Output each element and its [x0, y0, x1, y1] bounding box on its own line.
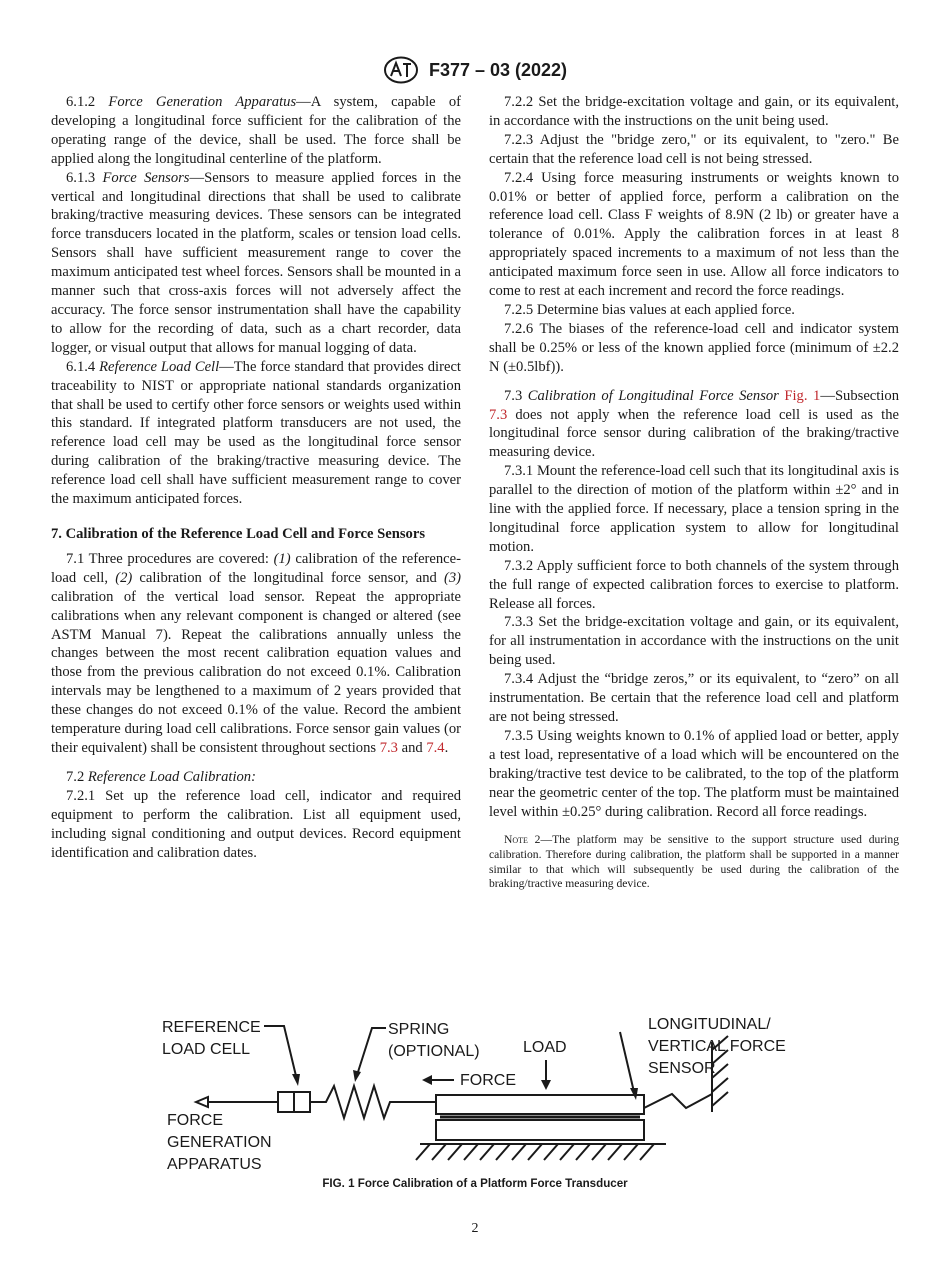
- platform-top: [436, 1095, 644, 1114]
- sensor-bracket: [644, 1094, 712, 1108]
- label-reference-load-cell: REFERENCE: [162, 1019, 261, 1036]
- ground-hatch-icon: [416, 1144, 666, 1160]
- section-title: Force Generation Apparatus: [108, 94, 297, 110]
- platform-base: [436, 1120, 644, 1140]
- section-link-7-3[interactable]: 7.3: [379, 740, 398, 756]
- paragraph-7-3: [489, 387, 899, 463]
- paragraph-6-1-4: [51, 358, 461, 509]
- section-link-7-4[interactable]: 7.4: [426, 740, 445, 756]
- label-sensor-3: SENSOR: [648, 1060, 716, 1077]
- label-fga-1: FORCE: [167, 1112, 223, 1129]
- paragraph-7-2-6: 7.2.6 The biases of the reference-load cell and indicator system shall be 0.25% or less of the known applied force (minimum of ±2.2 N (±0.5lbf)).: [489, 320, 899, 375]
- figure-link-fig-1[interactable]: Fig. 1: [784, 387, 821, 404]
- section-text: —Sensors to measure applied forces in the vertical and longitudinal directions that shall be used to calibrate braking/tractive measuring devices. These sensors can be integrated force transducers located in the platform, scales or tension load cells. Sensors shall have sufficient measurement range to cover the maximum anticipated test wheel forces. Sensors shall be mounted in a manner such that cross-axis forces will not adversely affect the accuracy. The force sensor instrumentation shall have the capability to allow for the recording of data, such as a chart recorder, data logger, or visual output that allows for manual logging of data.: [51, 169, 462, 356]
- section-number: 6.1.4: [66, 358, 100, 375]
- list-marker: (1): [273, 550, 291, 567]
- paragraph-7-2-4: 7.2.4 Using force measuring instruments or weights known to 0.01% or better of applied force, perform a calibration on the reference load cell. Class F weights of 8.9N (2 lb) or greater have a tolerance of 0.01%. Apply the calibration forces in at least 8 appropriately spaced increments to a maximum of not less than the anticipated maximum force seen in use. Allow all force indicators to come to rest at each increment and record the force readings.: [489, 169, 899, 300]
- text-run: calibration of the reference-load cell,: [51, 550, 461, 586]
- leader-sensor: [620, 1032, 634, 1092]
- force-arrow-icon: [196, 1097, 208, 1107]
- leader-reference: [264, 1026, 296, 1076]
- text-run: calibration of the vertical load sensor. Repeat the appropriate calibrations when any relevant component is changed or altered (see ASTM Manual 7). Repeat the calibrations annually unless the changes between the most recent calibration equation values and those from the previous calibration do not exceed 0.1%. Calibration intervals may be lengthened to a maximum of 2 years provided that these changes do not exceed 0.1% of the value. Record the ambient temperature during load cell calibrations. Force sensor gain values (or their equivalent) shall be consistent throughout sections: [51, 588, 461, 756]
- list-marker: (3): [443, 569, 461, 586]
- note-label: Note 2: [504, 833, 541, 847]
- paragraph-7-2-2: 7.2.2 Set the bridge-excitation voltage and gain, or its equivalent, in accordance with the instructions on the unit being used.: [489, 94, 899, 129]
- spring-icon: [310, 1086, 436, 1118]
- section-title: Reference Load Calibration:: [87, 768, 256, 785]
- text-run: .: [444, 740, 449, 756]
- note-2: [489, 833, 899, 891]
- label-fga-2: GENERATION: [167, 1134, 272, 1151]
- force-label-arrow-icon: [422, 1075, 432, 1085]
- section-number: 6.1.2: [66, 94, 109, 110]
- label-sensor-2: VERTICAL FORCE: [648, 1038, 786, 1055]
- text-run: 7.1 Three procedures are covered:: [66, 550, 274, 567]
- paragraph-7-2: [51, 768, 461, 787]
- label-force: FORCE: [460, 1072, 516, 1089]
- section-title: Force Sensors: [102, 169, 190, 186]
- paragraph-7-3-5: 7.3.5 Using weights known to 0.1% of applied load or better, apply a test load, representative of a load which will be encountered on the braking/tractive test device to be calibrated, to the top of the platform near the geometric center of the top. The platform must be maintained level within ±0.25° during calibration. Record all force readings.: [489, 727, 899, 820]
- label-spring: SPRING: [388, 1021, 450, 1038]
- label-load: LOAD: [523, 1039, 567, 1056]
- section-title: Calibration of Longitudinal Force Sensor: [527, 387, 785, 404]
- section-number: 7.3: [504, 387, 528, 404]
- load-arrow-icon: [541, 1080, 551, 1090]
- note-text: —The platform may be sensitive to the support structure used during calibration. Therefore during calibration, the platform shall be supported in a manner similar to that which will subsequently be used during the calibration of the braking/tractive measuring device.: [489, 833, 899, 891]
- paragraph-7-3-4: 7.3.4 Adjust the “bridge zeros,” or its equivalent, to “zero” on all instrumentation. Be certain that the reference load cell and platform are not being stressed.: [489, 671, 899, 725]
- section-number: 7.2: [66, 768, 88, 785]
- text-run: and: [397, 740, 427, 756]
- page-number: 2: [471, 1221, 479, 1236]
- paragraph-6-1-2: [51, 93, 461, 169]
- section-number: 6.1.3: [66, 169, 103, 186]
- section-link-7-3[interactable]: 7.3: [489, 406, 508, 423]
- text-run: —Subsection: [820, 387, 899, 404]
- text-run: does not apply when the reference load cell is used as the longitudinal force sensor during calibration of the braking/tractive measuring device.: [489, 406, 899, 461]
- section-text: —The force standard that provides direct traceability to NIST or appropriate national standards organization that shall be used to certify other force sensors or weights used within this standard. If integrated platform transducers are not used, the reference load cell may be used as the longitudinal force sensor during calibration of the braking/tractive measuring device. The reference load cell shall have sufficient measurement range to cover the maximum anticipated forces.: [51, 358, 461, 508]
- left-column: [51, 93, 461, 862]
- platform-calibration-diagram: [150, 1000, 800, 1180]
- text-run: calibration of the longitudinal force sensor, and: [132, 569, 444, 586]
- label-sensor-1: LONGITUDINAL/: [648, 1016, 771, 1033]
- section-7-heading: 7. Calibration of the Reference Load Cell and Force Sensors: [51, 525, 425, 542]
- paragraph-6-1-3: [51, 169, 461, 358]
- document-designation: F377 – 03 (2022): [428, 59, 568, 80]
- label-reference-load-cell-2: LOAD CELL: [162, 1041, 251, 1058]
- paragraph-7-2-5: 7.2.5 Determine bias values at each applied force.: [504, 301, 795, 318]
- paragraph-7-2-3: 7.2.3 Adjust the "bridge zero," or its equivalent, to "zero." Be certain that the reference load cell is not being stressed.: [489, 131, 899, 167]
- paragraph-7-3-1: 7.3.1 Mount the reference-load cell such that its longitudinal axis is parallel to the direction of motion of the platform within ±2° and in line with the applied force. If necessary, place a tension spring in the longitudinal force application system to allow for longitudinal motion.: [489, 463, 899, 555]
- label-fga-3: APPARATUS: [167, 1156, 262, 1173]
- figure-caption: FIG. 1 Force Calibration of a Platform Force Transducer: [322, 1177, 628, 1190]
- paragraph-7-3-3: 7.3.3 Set the bridge-excitation voltage and gain, or its equivalent, for all instrumentation in accordance with the instructions on the unit being used.: [489, 614, 899, 669]
- section-text: —A system, capable of developing a longitudinal force sufficient for the calibration of the operating range of the device, shall be used. The force shall be applied along the longitudinal centerline of the platform.: [51, 94, 461, 167]
- figure-1-diagram: [150, 1000, 800, 1180]
- section-title: Reference Load Cell: [99, 358, 220, 375]
- right-column: [489, 93, 899, 892]
- paragraph-7-3-2: 7.3.2 Apply sufficient force to both channels of the system through the full range of expected calibration forces to exercise to platform. Release all forces.: [489, 557, 899, 612]
- label-spring-optional: (OPTIONAL): [388, 1043, 480, 1060]
- page-header: [0, 56, 950, 84]
- leader-spring: [358, 1028, 386, 1072]
- list-marker: (2): [115, 569, 133, 586]
- paragraph-7-2-1: 7.2.1 Set up the reference load cell, indicator and required equipment to perform the calibration. List all equipment used, including signal conditioning and output devices. Record equipment identification and calibration dates.: [51, 787, 461, 861]
- paragraph-7-1: [51, 550, 461, 758]
- astm-logo-icon: [383, 56, 419, 84]
